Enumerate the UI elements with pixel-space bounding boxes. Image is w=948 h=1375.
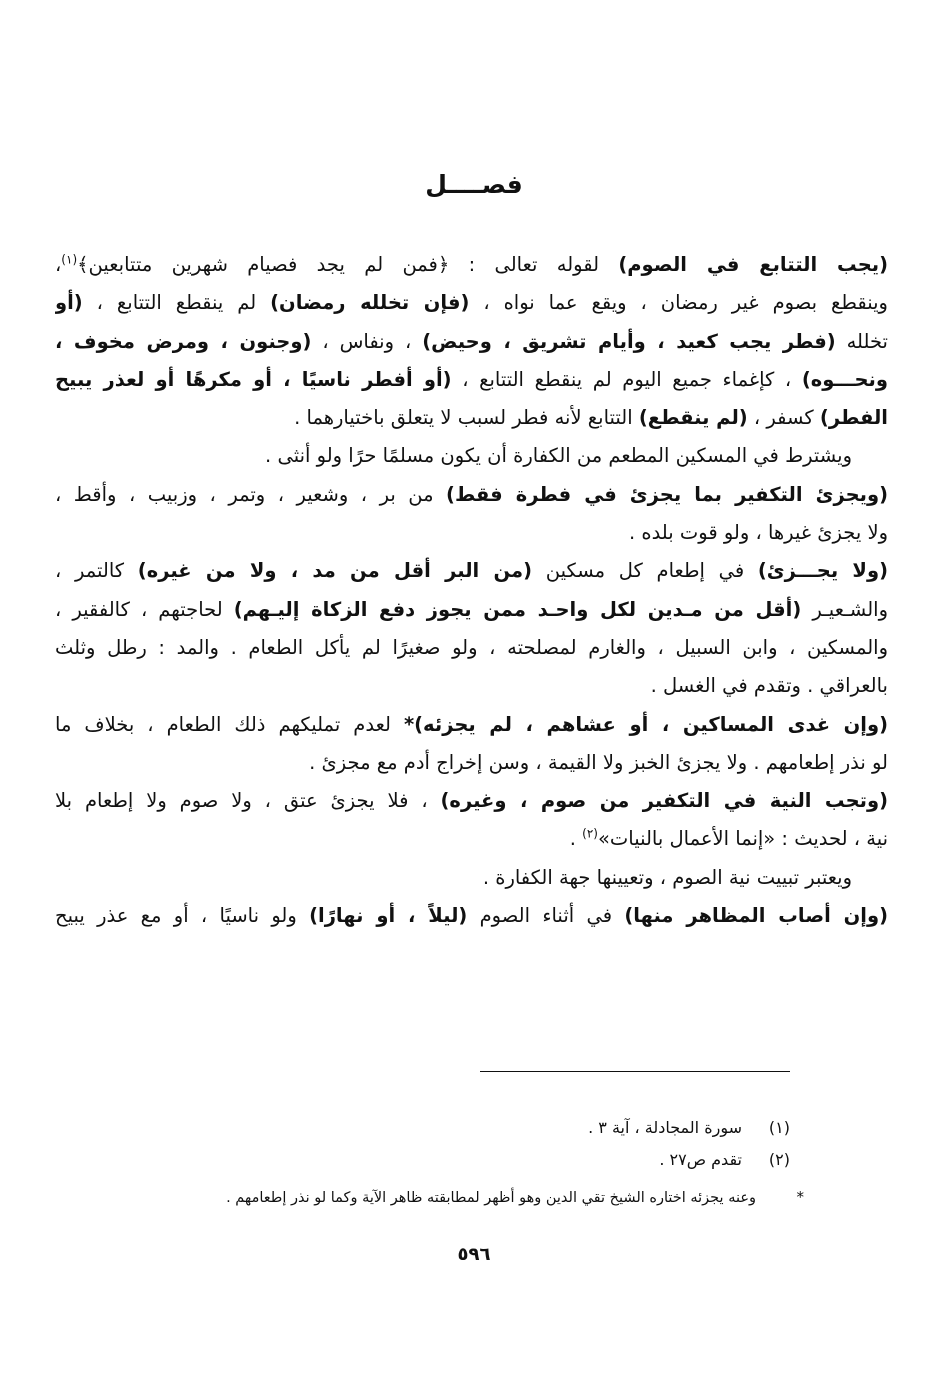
- text-line: [55, 629, 888, 667]
- sharh-text: التتابع لأنه فطر لسبب لا يتعلق باختيارهما .: [294, 406, 639, 430]
- sharh-text: ،: [55, 253, 62, 276]
- text-line: [55, 706, 888, 744]
- sharh-text: ، ونفاس ،: [311, 329, 423, 353]
- footnote-text: سورة المجادلة ، آية ٣ .: [588, 1118, 742, 1137]
- sharh-text: لعدم تمليكهم ذلك الطعام ، بخلاف ما: [55, 712, 404, 736]
- text-line: [55, 361, 888, 399]
- sharh-text: في إطعام كل مسكين: [532, 559, 758, 583]
- text-line: [55, 284, 888, 322]
- matn-text: (وجنون ، ومرض مخوف ،: [55, 329, 312, 353]
- matn-text: (وإن أصاب المظاهر منها): [624, 904, 888, 928]
- sharh-text: والمسكين ، وابن السبيل ، والغارم لمصلحته ، ولو صغيرًا لم يأكل الطعام . والمد : رطل وثلث: [55, 635, 888, 659]
- sharh-text: وينقطع بصوم غير رمضان ، ويقع عما نواه ،: [469, 291, 888, 315]
- sharh-text: لحاجتهم ، كالفقير ،: [55, 597, 234, 621]
- sharh-text: تخلله: [835, 329, 888, 353]
- text-line: [55, 897, 888, 935]
- matn-text: (لم ينقطع): [638, 406, 748, 430]
- footnote: [60, 1182, 804, 1212]
- footnote-separator: [480, 1071, 790, 1072]
- matn-text: (ولا يجـــزئ): [757, 559, 888, 583]
- text-line: [55, 437, 888, 475]
- footnote: [60, 1144, 790, 1176]
- text-line: [55, 667, 888, 705]
- text-line: [55, 552, 888, 590]
- matn-text: (وتجب النية في التكفير من صوم ، وغيره): [440, 789, 888, 813]
- sharh-text: بالعراقي . وتقدم في الغسل .: [650, 674, 888, 698]
- sharh-text: نية ، لحديث : «إنما الأعمال بالنيات»: [597, 827, 888, 851]
- sharh-text: من بر ، وشعير ، وتمر ، وزبيب ، وأقط ،: [55, 482, 447, 506]
- footnote-text: تقدم ص٢٧ .: [659, 1150, 742, 1169]
- matn-text: (وإن غدى المساكين ، أو عشاهم ، لم يجزئه)*: [403, 712, 888, 736]
- footnote-ref: (١): [61, 252, 78, 267]
- text-line: [55, 820, 888, 858]
- matn-text: (فإن تخلله رمضان): [270, 291, 470, 315]
- sharh-text: في أثناء الصوم: [467, 904, 625, 928]
- matn-text: (ليلاً ، أو نهارًا): [309, 904, 468, 928]
- footnote-number: (٢): [768, 1150, 790, 1169]
- sharh-text: ويشترط في المسكين المطعم من الكفارة أن يكون مسلمًا حرًا ولو أنثى .: [265, 444, 852, 468]
- sharh-text: ، فلا يجزئ عتق ، ولا صوم ولا إطعام بلا: [55, 789, 441, 813]
- sharh-text: ولا يجزئ غيرها ، ولو قوت بلده .: [628, 521, 888, 545]
- matn-text: (من البر أقل من مد ، ولا من غيره): [137, 559, 533, 583]
- sharh-text: ويعتبر تبييت نية الصوم ، وتعيينها جهة الكفارة .: [482, 865, 852, 889]
- footnote-number: *: [796, 1188, 804, 1206]
- text-line: [55, 323, 888, 361]
- matn-text: (أو أفطر ناسيًا ، أو مكرهًا أو لعذر يبيح: [55, 367, 452, 391]
- text-line: [55, 514, 888, 552]
- text-line: [55, 246, 888, 284]
- footnotes: [60, 1112, 804, 1212]
- text-line: [55, 591, 888, 629]
- matn-text: (فطر يجب كعيد ، وأيام تشريق ، وحيض): [422, 329, 836, 353]
- text-line: [55, 782, 888, 820]
- text-line: [55, 744, 888, 782]
- sharh-text: لقوله تعالى : ﴿فمن لم يجد فصيام شهرين متتابعين﴾: [77, 253, 619, 276]
- text-line: [55, 399, 888, 437]
- text-line: [55, 859, 888, 897]
- footnote-ref: (٢): [582, 826, 598, 841]
- footnote-text: وعنه يجزئه اختاره الشيخ تقي الدين وهو أظهر لمطابقته ظاهر الآية وكما لو نذر إطعامهم .: [226, 1190, 756, 1206]
- sharh-text: ولو ناسيًا ، أو مع عذر يبيح: [55, 904, 310, 928]
- text-line: [55, 476, 888, 514]
- sharh-text: ، كإغماء جميع اليوم لم ينقطع التتابع ،: [451, 367, 802, 391]
- section-heading: فصــــل: [425, 170, 523, 199]
- sharh-text: كسفر ،: [747, 406, 820, 430]
- matn-text: الفطر): [819, 406, 888, 430]
- matn-text: ونحـــوه): [801, 367, 888, 391]
- footnote: [60, 1112, 790, 1144]
- footnote-number: (١): [768, 1118, 790, 1137]
- page-number: ٥٩٦: [457, 1244, 491, 1265]
- sharh-text: والشـعيـر: [801, 597, 888, 621]
- matn-text: (أقل من مـدين لكل واحـد ممن يجوز دفع الزكاة إليـهم): [233, 597, 802, 621]
- sharh-text: لو نذر إطعامهم . ولا يجزئ الخبز ولا القيمة ، وسن إخراج أدم مع مجزئ .: [309, 750, 888, 774]
- sharh-text: لم ينقطع التتابع ،: [82, 291, 271, 315]
- matn-text: (يجب التتابع في الصوم): [618, 253, 888, 276]
- sharh-text: كالتمر ،: [55, 559, 138, 583]
- matn-text: (أو: [55, 291, 83, 315]
- sharh-text: .: [569, 827, 583, 851]
- main-text: [55, 246, 888, 935]
- matn-text: (ويجزئ التكفير بما يجزئ في فطرة فقط): [446, 482, 888, 506]
